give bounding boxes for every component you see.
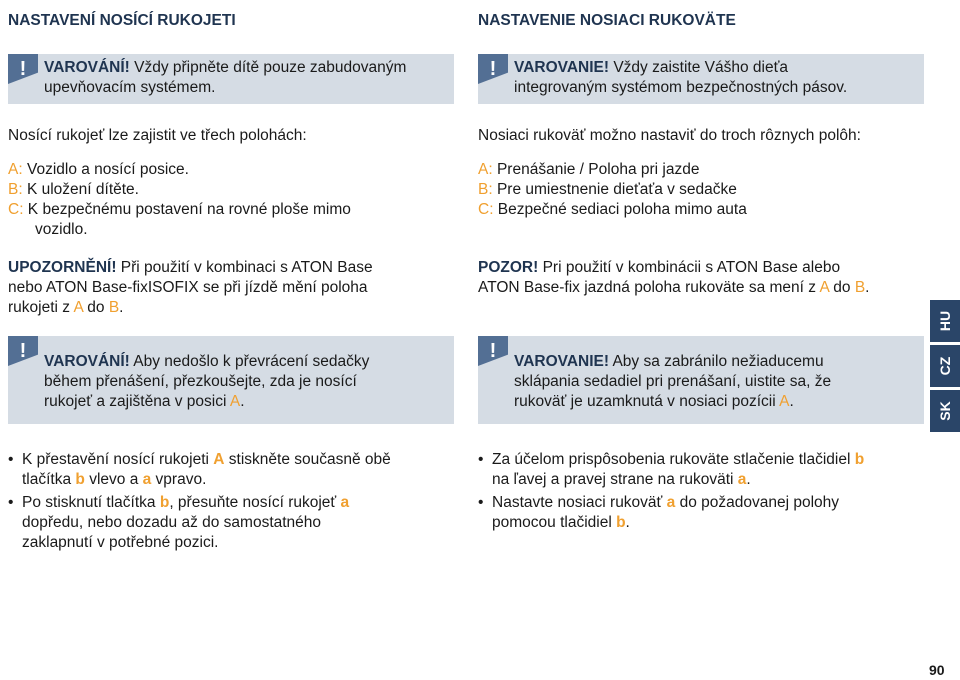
page-number: 90: [929, 662, 945, 678]
warning-text: VAROVANIE! Vždy zaistite Vášho dieťa integrovaným systémom bezpečnostných pásov.: [514, 59, 848, 96]
warning-box-cz-1: [8, 54, 454, 104]
section-heading-sk: NASTAVENIE NOSIACI RUKOVÄTE: [478, 12, 736, 29]
notice-sk: POZOR! Pri použití v kombinácii s ATON Base alebo ATON Base-fix jazdná poloha rukoväte sa mení z A do B.: [478, 259, 870, 296]
warning-icon: !: [19, 58, 27, 80]
warning-box-sk-2: [478, 336, 924, 424]
bullet-icon: •: [478, 451, 484, 468]
positions-list-sk: [478, 160, 924, 220]
bullet-icon: •: [8, 451, 14, 468]
section-heading-cz: NASTAVENÍ NOSÍCÍ RUKOJETI: [8, 12, 236, 29]
bullet-icon: •: [478, 494, 484, 511]
intro-text-sk: Nosiaci rukoväť možno nastaviť do troch rôznych polôh:: [478, 127, 861, 144]
bullet-item-cz-2: • Po stisknutí tlačítka b, přesuňte nosící rukojeť a dopředu, nebo dozadu až do samostatného zaklapnutí v potřebné pozici.: [8, 494, 350, 551]
warning-box-sk-1: [478, 54, 924, 104]
warning-text: VAROVÁNÍ! Vždy připněte dítě pouze zabudovaným upevňovacím systémem.: [44, 59, 407, 96]
list-item: C: K bezpečnému postavení na rovné ploše mimo: [8, 201, 351, 218]
intro-text-cz: Nosící rukojeť lze zajistit ve třech polohách:: [8, 127, 307, 144]
bullet-item-sk-1: • Za účelom prispôsobenia rukoväte stlačenie tlačidiel b na ľavej a pravej strane na rukoväti a.: [478, 451, 865, 488]
list-item: A: Prenášanie / Poloha pri jazde: [478, 161, 700, 178]
warning-text: VAROVANIE! Aby sa zabránilo nežiaducemu sklápania sedadiel pri prenášaní, uistite sa, že rukoväť je uzamknutá v nosiaci pozícii A.: [514, 353, 832, 410]
bullet-icon: •: [8, 494, 14, 511]
warning-icon: !: [489, 340, 497, 362]
positions-list-cz: A: Vozidlo a nosící posice. B: K uložení dítěte. C: K bezpečnému postavení na rovné ploše mimo vozidlo.: [8, 160, 454, 240]
warning-icon: !: [19, 340, 27, 362]
bullet-item-cz-1: • K přestavění nosící rukojeti A stiskněte současně obě tlačítka b vlevo a a vpravo.: [8, 451, 391, 488]
warning-icon: !: [489, 58, 497, 80]
list-item: A: Vozidlo a nosící posice.: [8, 161, 189, 178]
bullet-item-sk-2: • Nastavte nosiaci rukoväť a do požadovanej polohy pomocou tlačidiel b.: [478, 494, 840, 531]
notice-cz: UPOZORNĚNÍ! Při použití v kombinaci s ATON Base nebo ATON Base-fixISOFIX se při jízdě mění poloha rukojeti z A do B.: [8, 259, 373, 316]
list-item: C: Bezpečné sediaci poloha mimo auta: [478, 201, 747, 218]
warning-text: VAROVÁNÍ! Aby nedošlo k převrácení sedačky během přenášení, přezkoušejte, zda je nosící rukojeť a zajištěna v posici A.: [44, 353, 370, 410]
list-item: B: K uložení dítěte.: [8, 181, 139, 198]
warning-box-cz-2: [8, 336, 454, 424]
language-tab-cz[interactable]: CZ: [930, 345, 960, 387]
list-item: B: Pre umiestnenie dieťaťa v sedačke: [478, 181, 737, 198]
language-tab-sk[interactable]: SK: [930, 390, 960, 432]
language-tab-hu[interactable]: HU: [930, 300, 960, 342]
